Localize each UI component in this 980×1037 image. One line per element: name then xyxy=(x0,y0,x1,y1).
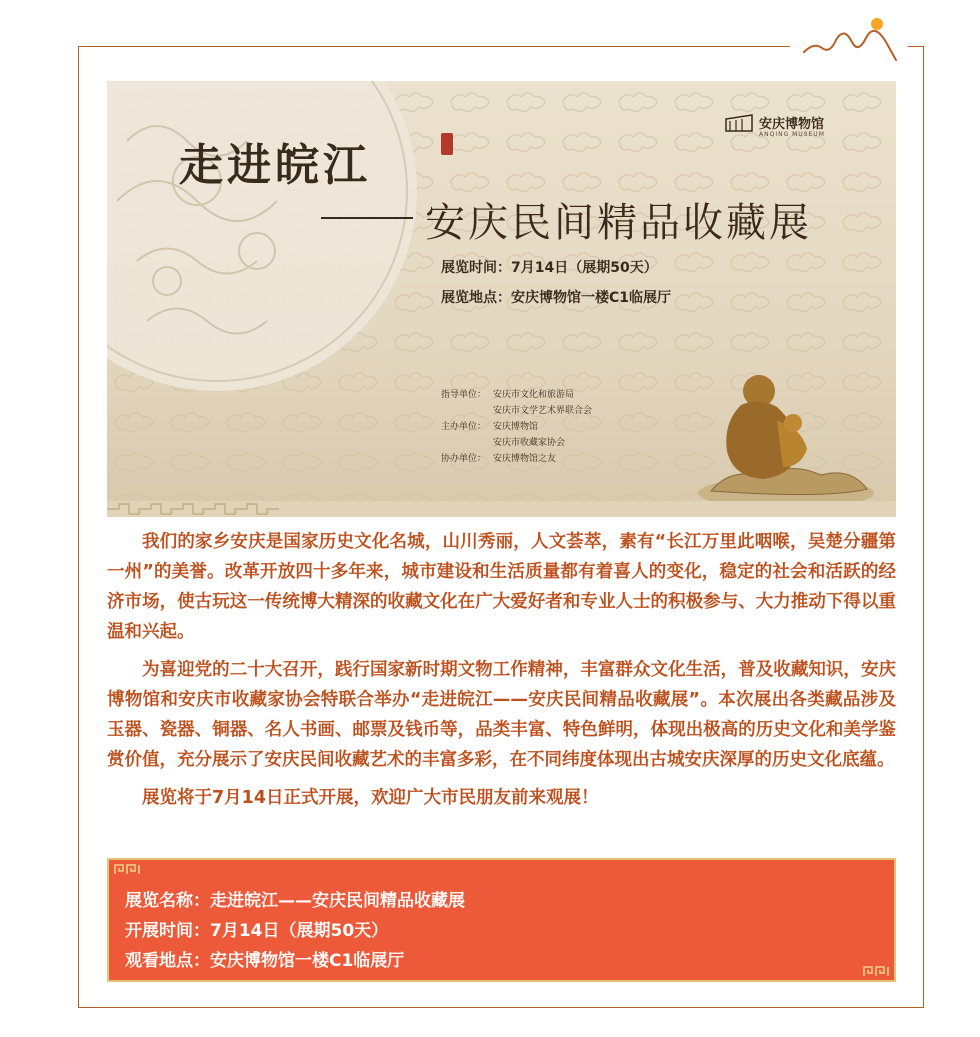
poster-border-band xyxy=(107,501,896,517)
museum-logo-sub: ANQING MUSEUM xyxy=(759,131,825,138)
exhibition-poster xyxy=(107,81,896,517)
red-seal xyxy=(441,133,453,155)
museum-logo-name: 安庆博物馆 xyxy=(759,117,825,132)
host-label: 主办单位： xyxy=(441,422,487,432)
paragraph-1: 我们的家乡安庆是国家历史文化名城，山川秀丽，人文荟萃，素有“长江万里此咽喉，吴楚分疆第一州”的美誉。改革开放四十多年来，城市建设和生活质量都有着喜人的变化，稳定的社会和活跃的经济市场，使古玩这一传统博大精深的收藏文化在广大爱好者和专业人士的积极参与、大力推动下得以重温和兴起。 xyxy=(107,532,896,642)
assist-unit-1: 安庆博物馆之友 xyxy=(493,454,557,464)
jade-figure-image xyxy=(681,361,881,511)
host-unit-2: 安庆市收藏家协会 xyxy=(493,438,566,448)
guide-label: 指导单位： xyxy=(441,390,487,400)
poster-time: 展览时间：7月14日（展期50天） xyxy=(441,260,658,276)
poster-title: 走进皖江 xyxy=(179,140,371,191)
mountain-icon xyxy=(800,12,910,82)
paragraph-2: 为喜迎党的二十大召开，践行国家新时期文物工作精神，丰富群众文化生活，普及收藏知识，安庆博物馆和安庆市收藏家协会特联合举办“走进皖江——安庆民间精品收藏展”。本次展出各类藏品涉及玉器、瓷器、铜器、名人书画、邮票及钱币等，品类丰富、特色鲜明，体现出极高的历史文化和美学鉴赏价值，充分展示了安庆民间收藏艺术的丰富多彩，在不同纬度体现出古城安庆深厚的历史文化底蕴。 xyxy=(107,660,896,770)
exhibition-info-box xyxy=(107,858,896,982)
poster-subtitle: 安庆民间精品收藏展 xyxy=(425,200,812,246)
poster-place: 展览地点：安庆博物馆一楼C1临展厅 xyxy=(441,290,672,306)
info-time: 开展时间：7月14日（展期50天） xyxy=(125,921,389,941)
info-place: 观看地点：安庆博物馆一楼C1临展厅 xyxy=(125,951,405,971)
guide-unit-1: 安庆市文化和旅游局 xyxy=(493,390,575,400)
museum-logo-icon xyxy=(724,113,754,133)
guide-unit-2: 安庆市文学艺术界联合会 xyxy=(493,406,593,416)
corner-ornament-icon xyxy=(860,964,890,978)
paragraph-3: 展览将于7月14日正式开展，欢迎广大市民朋友前来观展！ xyxy=(142,788,599,808)
article-body xyxy=(107,527,896,821)
assist-label: 协办单位： xyxy=(441,454,487,464)
info-name: 展览名称：走进皖江——安庆民间精品收藏展 xyxy=(125,891,465,911)
host-unit-1: 安庆博物馆 xyxy=(493,422,539,432)
corner-ornament-icon xyxy=(113,862,143,876)
subtitle-dash xyxy=(321,217,413,219)
